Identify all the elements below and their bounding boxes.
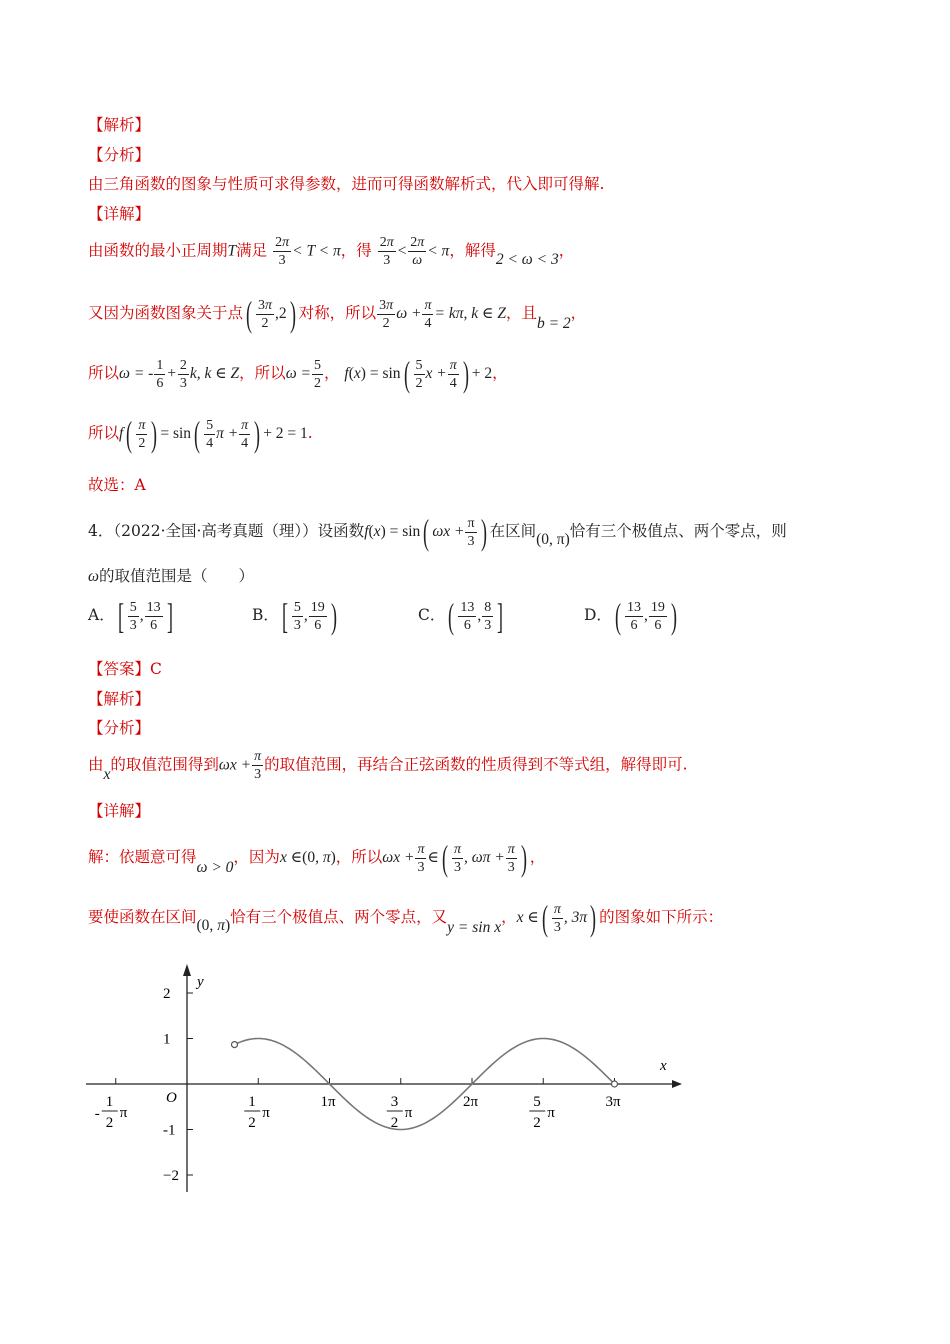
- text: 所以: [88, 364, 120, 382]
- y-tick-label: -1: [163, 1122, 176, 1139]
- text: 的图象如下所示：: [599, 908, 724, 926]
- detail-2-line-1: 解：依题意可得ω > 0，因为x ∈(0, π)，所以ωx + $\frac{\pi}{3}$ ∈( $\frac{\pi}{3}$ , ωπ + $\frac{\pi}{3}$ ) ，: [88, 838, 546, 878]
- conclusion: 故选：A: [88, 476, 146, 494]
- text: ，: [492, 364, 508, 382]
- x-frac-pi: π: [547, 1105, 555, 1121]
- x-tick-label: 1π: [320, 1094, 336, 1110]
- text: ，且: [505, 304, 537, 322]
- detail-line-2: 又因为函数图象关于点( $\frac{3\pi}{2}$ ,2) 对称，所以 $\frac{3\pi}{2}$ ω + $\frac{\pi}{4}$ = kπ, k ∈ Z，且b = 2，: [88, 294, 587, 334]
- analysis-text: 由三角函数的图象与性质可求得参数，进而可得函数解析式，代入即可得解.: [88, 175, 605, 193]
- y-axis-arrow-icon: [183, 964, 191, 976]
- text: （2022·全国·高考真题（理））设函数: [113, 522, 365, 540]
- text: ，因为: [233, 848, 280, 866]
- text: ，: [558, 241, 575, 260]
- text: 对称，所以: [298, 304, 377, 322]
- text: 又因为函数图象关于点: [88, 304, 244, 322]
- question-number: 4．: [88, 522, 114, 540]
- x-frac-pi: π: [262, 1105, 270, 1121]
- formula: $\frac{2\pi}{3}$: [275, 235, 290, 268]
- open-start-point: [231, 1042, 237, 1048]
- analysis-text-2: 由x的取值范围得到ωx + $\frac{\pi}{3}$ 的取值范围，再结合正弦函数的性质得到不等式组，解得即可.: [88, 749, 688, 783]
- x-frac-denominator: 2: [105, 1115, 114, 1131]
- answer: [88, 658, 162, 680]
- option-b[interactable]: B．[ $\frac{5}{3}$ , $\frac{19}{6}$ ): [252, 596, 337, 636]
- sine-graph: [0, 960, 950, 1220]
- xiangjie-heading-2: 【详解】: [88, 802, 151, 820]
- text: 的取值范围得到: [110, 755, 219, 774]
- jiexi-heading-2: 【解析】: [88, 690, 151, 708]
- x-frac-pi: π: [404, 1105, 413, 1121]
- text: ，解得: [449, 241, 496, 260]
- x-frac-denominator: 2: [248, 1115, 256, 1131]
- x-frac-denominator: 2: [533, 1115, 541, 1131]
- x-frac-sign: -: [94, 1106, 100, 1122]
- x-tick-label: 2π: [463, 1094, 479, 1110]
- question-4-line-2: ω的取值范围是（ ）: [88, 567, 254, 585]
- text: 要使函数在区间: [88, 908, 197, 926]
- text: ，: [570, 304, 587, 322]
- x-frac-numerator: 3: [390, 1094, 399, 1110]
- option-label: A．: [88, 606, 115, 624]
- text: ，所以: [335, 848, 383, 866]
- answer-value: C: [150, 660, 162, 678]
- x-frac-numerator: 5: [533, 1094, 541, 1110]
- y-tick-label: 1: [163, 1031, 171, 1048]
- option-label: D．: [584, 606, 612, 624]
- fenxi-heading-2: 【分析】: [88, 719, 151, 737]
- text: ，: [501, 908, 517, 926]
- text: 由函数的最小正周期: [88, 241, 228, 260]
- text: 的取值范围是（ ）: [98, 567, 254, 585]
- y-tick-label: 2: [163, 986, 171, 1002]
- text: 解：依题意可得: [88, 848, 197, 866]
- option-label: C．: [418, 606, 446, 624]
- detail-line-1: 由函数的最小正周期T满足 $\frac{2\pi}{3}$ < T < π，得 $\frac{2\pi}{3}$ < $\frac{2\pi}{\omega}$ < π，解得2 < ω < 3，: [88, 235, 575, 268]
- text: ，所以: [239, 364, 286, 382]
- text: 的取值范围，再结合正弦函数的性质得到不等式组，解得即可.: [264, 755, 688, 774]
- xiangjie-heading: 【详解】: [88, 205, 151, 223]
- text: 满足: [236, 241, 268, 260]
- x-frac-numerator: 1: [105, 1094, 114, 1110]
- question-4-line-1: 4．（2022·全国·高考真题（理））设函数f(x) = sin( ωx + $\frac{\pi}{3}$ ) 在区间(0, π)恰有三个极值点、两个零点，则: [88, 512, 787, 552]
- formula: $\frac{2\pi}{3}$: [379, 235, 394, 268]
- text: ，: [323, 364, 340, 382]
- text: ，: [529, 848, 546, 866]
- detail-line-4: 所以f( $\frac{\pi}{2}$ ) = sin( $\frac{5}{4}$ π + $\frac{\pi}{4}$ ) + 2 = 1.: [88, 414, 313, 454]
- fenxi-heading: 【分析】: [88, 146, 151, 164]
- y-axis-label: y: [197, 974, 204, 990]
- x-frac-numerator: 1: [248, 1094, 256, 1110]
- option-c[interactable]: C．( $\frac{13}{6}$ , $\frac{8}{3}$ ]: [418, 596, 504, 636]
- text: 由: [88, 755, 104, 774]
- jiexi-heading: 【解析】: [88, 116, 151, 134]
- x-frac-pi: π: [119, 1105, 128, 1121]
- detail-2-line-2: 要使函数在区间(0, π)恰有三个极值点、两个零点，又y = sin x，x ∈( $\frac{\pi}{3}$ , 3π) 的图象如下所示：: [88, 898, 724, 938]
- text: .: [307, 424, 313, 442]
- text: ，得: [340, 241, 372, 260]
- detail-line-3: 所以ω = - $\frac{1}{6}$ + $\frac{2}{3}$ k, k ∈ Z，所以ω = $\frac{5}{2}$ ， f(x) = sin( $\frac{5}{2}$ x + $\frac{\pi}{4}$ ) + 2，: [88, 354, 508, 394]
- open-end-point: [612, 1081, 618, 1087]
- x-axis-label: x: [660, 1058, 667, 1074]
- text: 恰有三个极值点、两个零点，则: [569, 522, 787, 540]
- x-frac-denominator: 2: [390, 1115, 399, 1131]
- y-tick-label: −2: [163, 1168, 179, 1184]
- x-axis-arrow-icon: [672, 1080, 682, 1088]
- x-tick-label: 3π: [605, 1094, 621, 1110]
- text: 【答案】: [88, 660, 151, 678]
- text: 在区间: [489, 522, 537, 540]
- option-d[interactable]: D．( $\frac{13}{6}$ , $\frac{19}{6}$ ): [584, 596, 677, 636]
- text: 所以: [88, 424, 120, 442]
- option-label: B．: [252, 606, 279, 624]
- text: 恰有三个极值点、两个零点，又: [230, 908, 448, 926]
- origin-label: O: [166, 1090, 177, 1106]
- option-a[interactable]: A．[ $\frac{5}{3}$ , $\frac{13}{6}$ ]: [88, 596, 173, 636]
